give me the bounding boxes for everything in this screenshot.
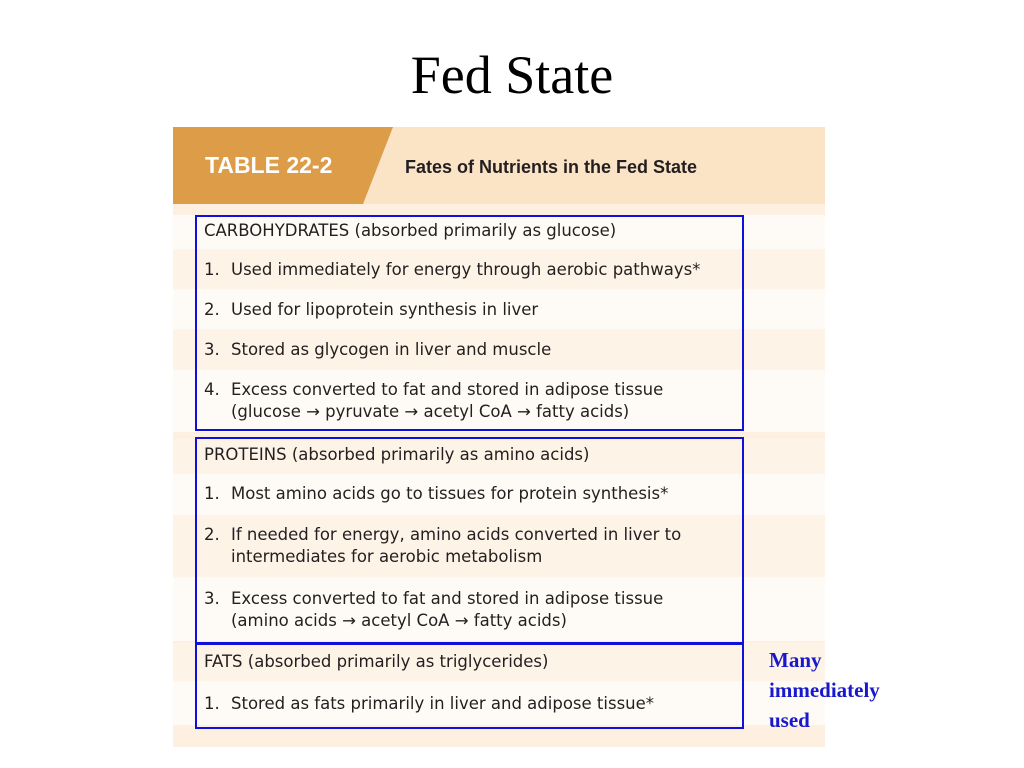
item-text: Stored as glycogen in liver and muscle <box>231 340 552 359</box>
item-text: Stored as fats primarily in liver and adipose tissue* <box>231 694 655 713</box>
table-number: TABLE 22-2 <box>205 152 333 178</box>
item-number: 1. <box>204 260 220 279</box>
item-text-continued: (glucose → pyruvate → acetyl CoA → fatty acids) <box>231 402 630 421</box>
table-caption: Fates of Nutrients in the Fed State <box>405 157 698 177</box>
proteins-highlight-box <box>195 437 744 644</box>
note-line: used <box>769 708 810 732</box>
item-number: 2. <box>204 300 220 319</box>
item-number: 2. <box>204 525 220 544</box>
carbohydrates-highlight-box <box>195 215 744 431</box>
item-text: Most amino acids go to tissues for protein synthesis* <box>231 484 669 503</box>
group-heading: CARBOHYDRATES (absorbed primarily as glucose) <box>204 221 617 240</box>
item-number: 4. <box>204 380 220 399</box>
item-number: 3. <box>204 589 220 608</box>
note-line: Many <box>769 648 822 672</box>
item-number: 1. <box>204 484 220 503</box>
item-text-continued: intermediates for aerobic metabolism <box>231 547 543 566</box>
group-heading: PROTEINS (absorbed primarily as amino acids) <box>204 445 590 464</box>
item-text: Excess converted to fat and stored in adipose tissue <box>231 589 664 608</box>
group-heading: FATS (absorbed primarily as triglycerides) <box>204 652 549 671</box>
item-number: 1. <box>204 694 220 713</box>
table-header <box>173 127 825 204</box>
many-immediately-used-note <box>769 645 880 735</box>
slide-title: Fed State <box>410 45 614 105</box>
item-number: 3. <box>204 340 220 359</box>
item-text: If needed for energy, amino acids converted in liver to <box>231 525 682 544</box>
fats-highlight-box <box>195 643 744 729</box>
item-text: Used immediately for energy through aerobic pathways* <box>231 260 701 279</box>
note-line: immediately <box>769 678 880 702</box>
item-text: Excess converted to fat and stored in adipose tissue <box>231 380 664 399</box>
item-text-continued: (amino acids → acetyl CoA → fatty acids) <box>231 611 567 630</box>
item-text: Used for lipoprotein synthesis in liver <box>231 300 539 319</box>
